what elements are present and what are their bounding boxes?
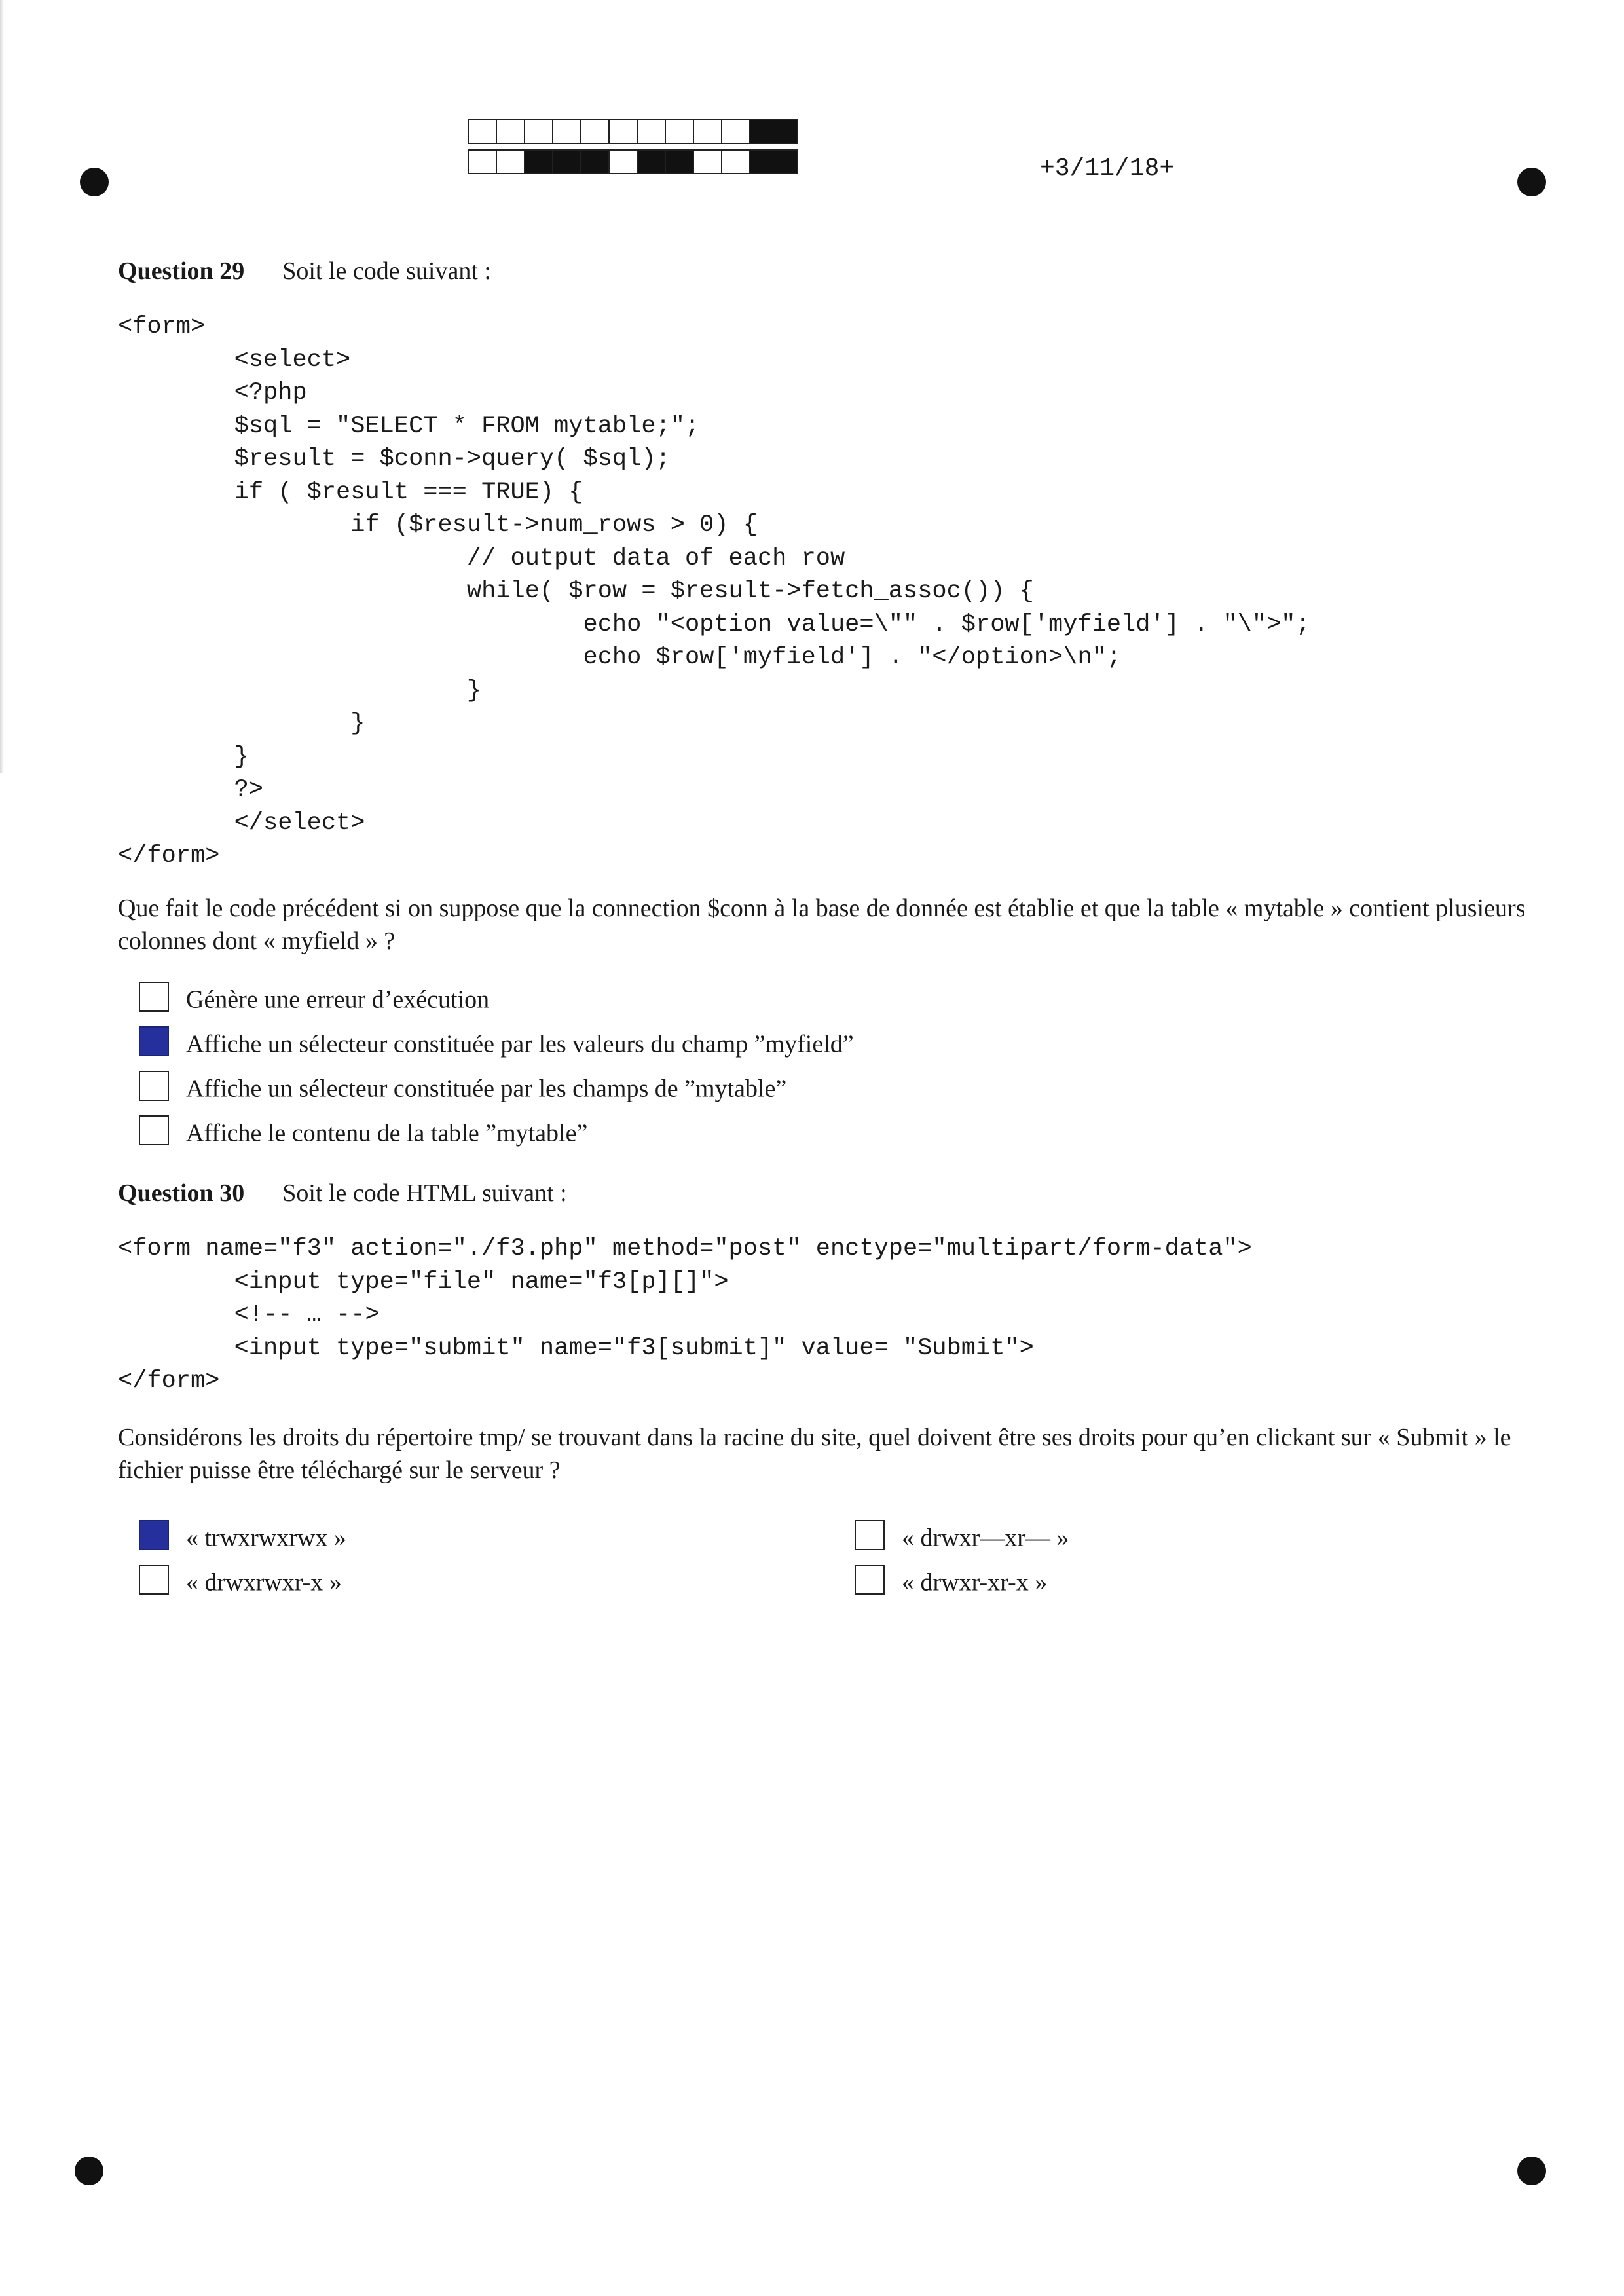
q30-choice-checkbox[interactable]: [855, 1565, 885, 1595]
question-30-intro: Soit le code HTML suivant :: [282, 1179, 567, 1207]
corner-mark-top-left: [80, 168, 109, 196]
q29-choice-text: Affiche le contenu de la table ”mytable”: [186, 1119, 588, 1147]
q29-choice-text: Génère une erreur d’exécution: [186, 986, 490, 1014]
q29-choice-checkbox[interactable]: [139, 1026, 169, 1056]
question-29-prompt: Que fait le code précédent si on suppose que la connection $conn à la base de donnée est établie et que la table « mytable » contient plusieurs colonnes dont « myfield » ?: [118, 895, 1526, 955]
barcode-cell: [637, 119, 666, 144]
question-30-code: <form name="f3" action="./f3.php" method="post" enctype="multipart/form-data"> <input type="file" name="f3[p][]"> <!-- … --> <input type="submit" name="f3[submit]" value= "Submit"> </form>: [118, 1235, 1252, 1395]
q29-choice: [139, 1115, 587, 1149]
question-30-prompt: Considérons les droits du répertoire tmp/ se trouvant dans la racine du site, quel doivent être ses droits pour qu’en clickant sur « Submit » le fichier puisse être téléchargé sur le serveur ?: [118, 1424, 1511, 1484]
barcode-cell: [749, 119, 798, 144]
q30-choice-checkbox[interactable]: [139, 1520, 169, 1550]
question-30-label: Question 30: [118, 1179, 245, 1207]
q29-choice-text: Affiche un sélecteur constituée par les champs de ”mytable”: [186, 1075, 787, 1103]
q29-choice-checkbox[interactable]: [139, 1115, 169, 1145]
page-identifier: +3/11/18+: [1040, 155, 1175, 183]
question-30-heading: [118, 1179, 567, 1208]
barcode-cell: [608, 149, 638, 174]
q29-choice-text: Affiche un sélecteur constituée par les valeurs du champ ”myfield”: [186, 1030, 854, 1058]
question-29-intro: Soit le code suivant :: [282, 257, 491, 285]
barcode-cell: [580, 149, 610, 174]
barcode-cell: [496, 149, 525, 174]
q30-choice: [139, 1564, 342, 1599]
barcode-cell: [496, 119, 525, 144]
q29-choice-checkbox[interactable]: [139, 982, 169, 1012]
barcode-cell: [552, 149, 581, 174]
scan-edge-shadow: [0, 0, 4, 773]
question-29-code: <form> <select> <?php $sql = "SELECT * FROM mytable;"; $result = $conn->query( $sql); if ( $result === TRUE) { if ($result->num_rows > 0) { // output data of each row while( $row = $result->fetch_assoc()) { echo "<option value=\"" . $row['myfield'] . "\">"; echo $row['myfield'] . "</option>\n"; } } } ?> </select> </form>: [118, 313, 1310, 870]
barcode-cell: [524, 119, 553, 144]
q29-choice: [139, 1026, 854, 1060]
q29-choice-checkbox[interactable]: [139, 1071, 169, 1101]
barcode-cell: [665, 149, 694, 174]
q30-choice: [855, 1564, 1047, 1599]
barcode-cell: [608, 119, 638, 144]
q30-choice-text: « trwxrwxrwx »: [186, 1524, 346, 1552]
barcode-cell: [749, 149, 798, 174]
barcode-cell: [721, 149, 750, 174]
q29-choice: [139, 981, 489, 1016]
barcode-cell: [468, 119, 497, 144]
q29-choice: [139, 1070, 786, 1105]
barcode-cell: [468, 149, 497, 174]
question-29-heading: [118, 257, 491, 286]
corner-mark-bottom-right: [1517, 2157, 1546, 2185]
q30-choice: [139, 1519, 346, 1554]
barcode-cell: [721, 119, 750, 144]
barcode-cell: [693, 119, 722, 144]
barcode-cell: [693, 149, 722, 174]
q30-choice-checkbox[interactable]: [855, 1520, 885, 1550]
barcode-cell: [524, 149, 553, 174]
corner-mark-bottom-left: [75, 2157, 103, 2185]
barcode-cell: [552, 119, 581, 144]
barcode-cell: [580, 119, 610, 144]
q30-choice: [855, 1519, 1069, 1554]
q30-choice-text: « drwxr-xr-x »: [902, 1568, 1048, 1597]
q30-choice-text: « drwxrwxr-x »: [186, 1568, 342, 1597]
q30-choice-checkbox[interactable]: [139, 1565, 169, 1595]
question-29-label: Question 29: [118, 257, 245, 285]
q30-choice-text: « drwxr—xr— »: [902, 1524, 1069, 1552]
barcode-cell: [637, 149, 666, 174]
corner-mark-top-right: [1517, 168, 1546, 196]
barcode-cell: [665, 119, 694, 144]
